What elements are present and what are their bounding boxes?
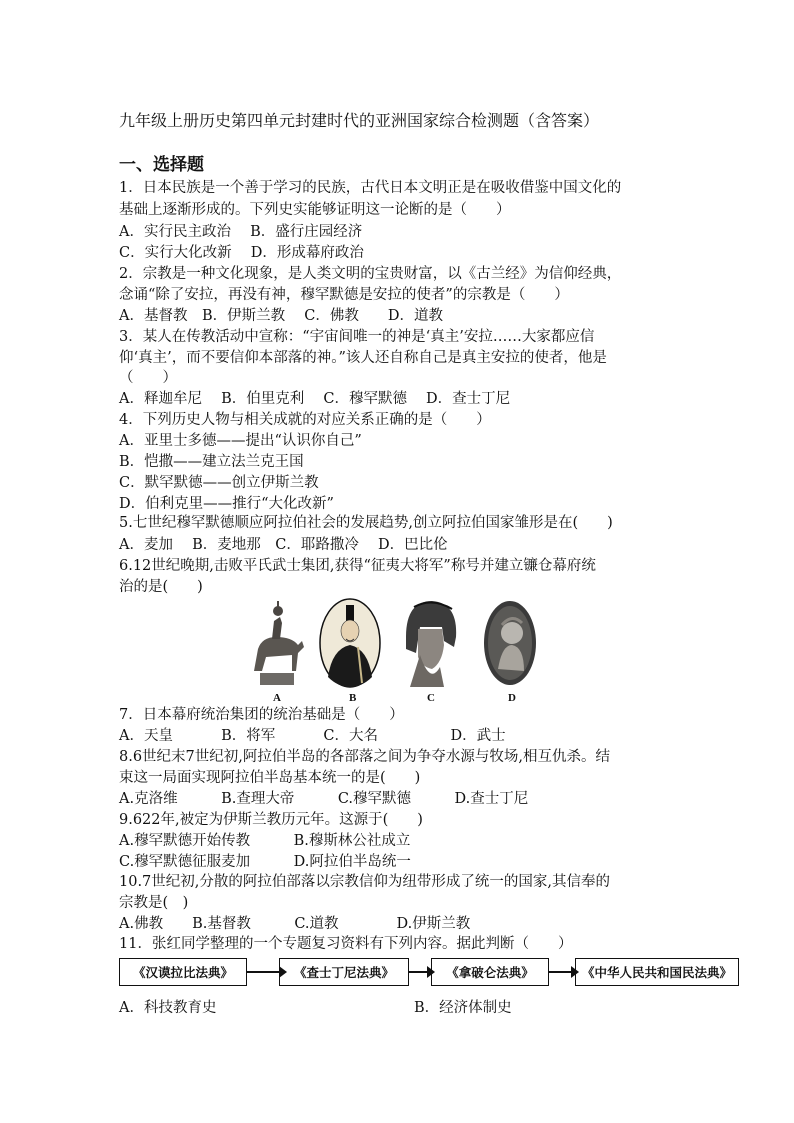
text-line: A．基督教 B．伊斯兰教 C．佛教 D．道教 (119, 308, 443, 324)
option-b: B．经济体制史 (414, 1000, 512, 1016)
text-line: C．实行大化改新 D．形成幕府政治 (119, 245, 364, 261)
text-line: A．释迦牟尼 B．伯里克利 C．穆罕默德 D．查士丁尼 (119, 391, 511, 407)
text-line: 7．日本幕府统治集团的统治基础是（ ） (119, 707, 404, 723)
figure-label-a: A (273, 692, 281, 704)
equestrian-statue-icon (246, 597, 308, 689)
flow-box-prc-civil-code: 《中华人民共和国民法典》 (575, 958, 739, 986)
text-line: 9.622年,被定为伊斯兰教历元年。这源于( ) (119, 812, 423, 828)
text-line: 2．宗教是一种文化现象，是人类文明的宝贵财富，以《古兰经》为信仰经典， (119, 266, 622, 282)
text-line: 基础上逐渐形成的。下列史实能够证明这一论断的是（ ） (119, 202, 511, 218)
text-line: 10.7世纪初,分散的阿拉伯部落以宗教信仰为纽带形成了统一的国家,其信奉的 (119, 874, 611, 890)
text-line: A．亚里士多德——提出“认识你自己” (119, 433, 362, 449)
text-line: A．天皇 B．将军 C．大名 D．武士 (119, 728, 506, 744)
figure-label-d: D (508, 692, 516, 704)
greek-helmet-bust-icon (396, 597, 464, 689)
law-code-flow (119, 958, 739, 990)
text-line: C．默罕默德——创立伊斯兰教 (119, 475, 319, 491)
text-line: 5.七世纪穆罕默德顺应阿拉伯社会的发展趋势,创立阿拉伯国家雏形是在( ) (119, 515, 613, 531)
text-line: A．实行民主政治 B．盛行庄园经济 (119, 224, 363, 240)
arrow-right-icon (247, 971, 281, 973)
text-line: 11．张红同学整理的一个专题复习资料有下列内容。据此判断（ ） (119, 936, 573, 952)
arrow-right-icon (409, 971, 429, 973)
arrow-right-icon (549, 971, 573, 973)
section-heading: 一、选择题 (119, 155, 204, 175)
portrait-figure (246, 597, 546, 707)
text-line: D．伯利克里——推行“大化改新” (119, 496, 334, 512)
shogun-portrait-icon (318, 597, 382, 689)
text-line: A.佛教 B.基督教 C.道教 D.伊斯兰教 (119, 916, 471, 932)
figure-label-b: B (349, 692, 357, 704)
option-a: A．科技教育史 (119, 1000, 217, 1016)
text-line: 4．下列历史人物与相关成就的对应关系正确的是（ ） (119, 412, 491, 428)
text-line: A．麦加 B．麦地那 C．耶路撒冷 D．巴比伦 (119, 537, 448, 553)
figure-label-c: C (427, 692, 435, 704)
document-title: 九年级上册历史第四单元封建时代的亚洲国家综合检测题（含答案） (119, 111, 600, 130)
text-line: 3．某人在传教活动中宣称：“宇宙间唯一的神是‘真主’安拉……大家都应信 (119, 329, 595, 345)
flow-box-napoleon: 《拿破仑法典》 (431, 958, 549, 986)
roman-coin-portrait-icon (482, 599, 538, 687)
text-line: B．恺撒——建立法兰克王国 (119, 454, 304, 470)
text-line: 1．日本民族是一个善于学习的民族，古代日本文明正是在吸收借鉴中国文化的 (119, 180, 622, 196)
flow-box-justinian: 《查士丁尼法典》 (279, 958, 409, 986)
text-line: 治的是( ) (119, 579, 203, 595)
text-line: 念诵“除了安拉，再没有神，穆罕默德是安拉的使者”的宗教是（ ） (119, 287, 569, 303)
flow-box-hammurabi: 《汉谟拉比法典》 (119, 958, 247, 986)
text-line: （ ） (119, 370, 177, 386)
text-line: A.穆罕默德开始传教 B.穆斯林公社成立 (119, 833, 411, 849)
text-line: 宗教是( ) (119, 895, 189, 911)
text-line: 束这一局面实现阿拉伯半岛基本统一的是( ) (119, 770, 421, 786)
text-line: C.穆罕默德征服麦加 D.阿拉伯半岛统一 (119, 854, 411, 870)
text-line: 6.12世纪晚期,击败平氏武士集团,获得“征夷大将军”称号并建立镰仓幕府统 (119, 558, 596, 574)
text-line: 仰‘真主’，而不要信仰本部落的神。”该人还自称自己是真主安拉的使者，他是 (119, 350, 607, 366)
text-line: A.克洛维 B.查理大帝 C.穆罕默德 D.查士丁尼 (119, 791, 529, 807)
text-line: 8.6世纪末7世纪初,阿拉伯半岛的各部落之间为争夺水源与牧场,相互仇杀。结 (119, 749, 611, 765)
